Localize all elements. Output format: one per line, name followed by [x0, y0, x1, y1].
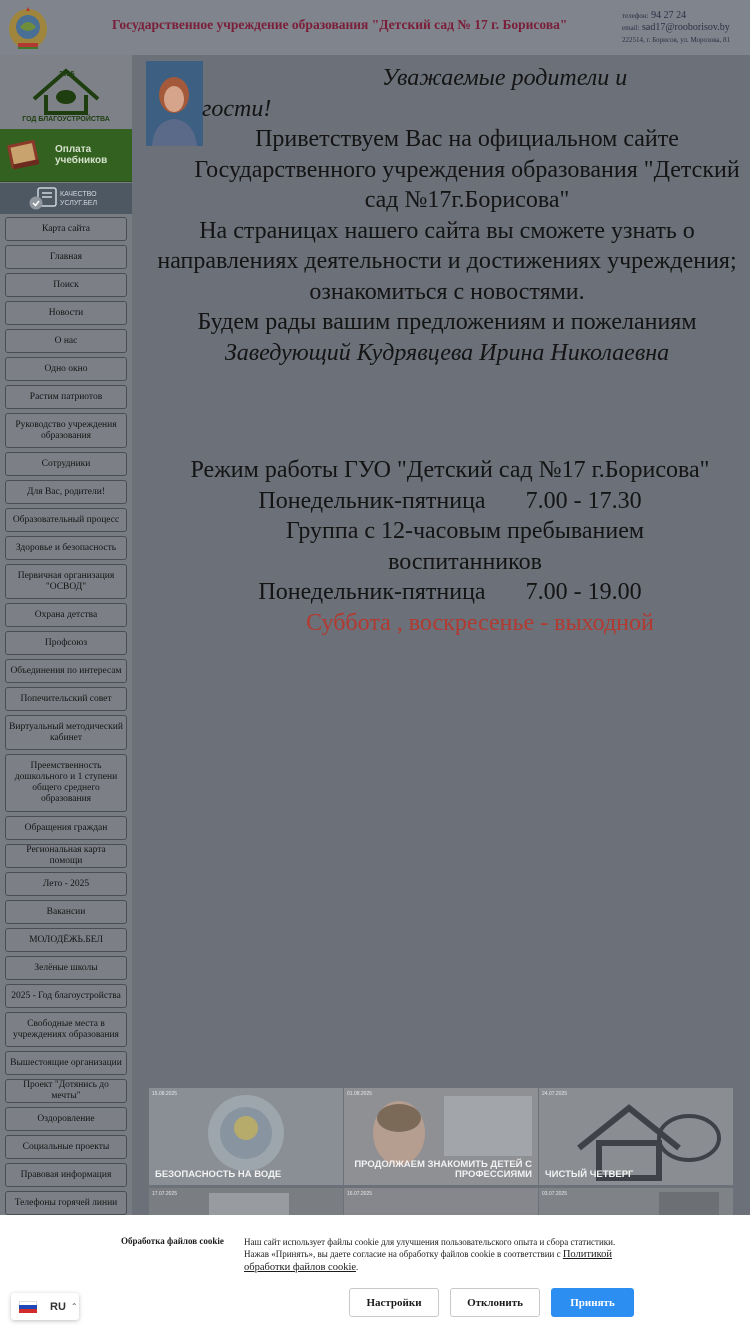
sidebar-menu-item[interactable]: Объединения по интересам: [5, 659, 127, 683]
site-title: Государственное учреждение образования "Детский сад № 17 г. Борисова": [112, 17, 568, 32]
sidebar-menu-item[interactable]: Свободные места в учреждениях образования: [5, 1012, 127, 1047]
news-card[interactable]: [149, 1088, 343, 1185]
check-icon: [28, 187, 58, 211]
sidebar-menu-item[interactable]: Поиск: [5, 273, 127, 297]
site-header: [0, 0, 750, 55]
welcome-info: На страницах нашего сайта вы сможете узнать о направлениях деятельности и достижениях учреждения; ознакомиться с новостями.: [157, 217, 737, 305]
language-selector[interactable]: [11, 1293, 79, 1320]
news-photo: [539, 1188, 733, 1215]
sidebar-menu-item[interactable]: Преемственность дошкольного и 1 ступени общего среднего образования: [5, 754, 127, 812]
news-date: 17.07.2025: [152, 1191, 178, 1197]
payment-line-2: учебников: [55, 155, 108, 166]
news-date: 24.07.2025: [542, 1091, 568, 1097]
language-code: RU: [50, 1300, 66, 1313]
sidebar-menu-item[interactable]: Проект "Дотянись до мечты": [5, 1079, 127, 1103]
schedule-days-2: Понедельник-пятница: [258, 579, 486, 605]
cookie-policy-link[interactable]: Политикой обработки файлов cookie: [244, 1249, 613, 1273]
schedule-row-1: [150, 486, 750, 517]
schedule-group: Группа с 12-часовым пребыванием воспитанников: [285, 518, 645, 575]
quality-line-2: УСЛУГ.БЕЛ: [60, 200, 98, 207]
news-date: 16.07.2025: [347, 1191, 373, 1197]
sidebar-menu-item[interactable]: Первичная организация "ОСВОД": [5, 564, 127, 599]
sidebar: [0, 55, 132, 1333]
cookie-text-line-1: Наш сайт использует файлы cookie для улучшения пользовательского опыта и сбора статистики.: [244, 1237, 616, 1247]
news-title[interactable]: БЕЗОПАСНОСТЬ НА ВОДЕ: [155, 1169, 282, 1180]
news-card[interactable]: [539, 1088, 733, 1185]
greeting-line-1: Уважаемые родители и: [382, 65, 628, 91]
cookie-decline-button[interactable]: Отклонить: [450, 1288, 540, 1317]
sidebar-menu-item[interactable]: Профсоюз: [5, 631, 127, 655]
sidebar-menu: [5, 217, 127, 1219]
news-card[interactable]: [539, 1188, 733, 1215]
sidebar-menu-item[interactable]: Главная: [5, 245, 127, 269]
sidebar-menu-item[interactable]: Вышестоящие организации: [5, 1051, 127, 1075]
email-label: email:: [622, 24, 640, 32]
sidebar-menu-item[interactable]: Обращения граждан: [5, 816, 127, 840]
cookie-settings-button[interactable]: Настройки: [349, 1288, 439, 1317]
sidebar-menu-item[interactable]: Образовательный процесс: [5, 508, 127, 532]
header-contacts: [622, 10, 730, 46]
schedule-time-2: 7.00 - 19.00: [525, 579, 642, 605]
belarus-emblem-icon[interactable]: [6, 5, 50, 51]
sidebar-menu-item[interactable]: Лето - 2025: [5, 872, 127, 896]
news-date: 03.07.2025: [542, 1191, 568, 1197]
chevron-up-icon: ⌃: [70, 1302, 78, 1311]
phone-number[interactable]: 94 27 24: [651, 10, 687, 21]
sidebar-menu-item[interactable]: Одно окно: [5, 357, 127, 381]
sidebar-menu-item[interactable]: Сотрудники: [5, 452, 127, 476]
sidebar-menu-item[interactable]: Здоровье и безопасность: [5, 536, 127, 560]
book-icon: [6, 138, 42, 172]
sidebar-menu-item[interactable]: Телефоны горячей линии: [5, 1191, 127, 1215]
schedule-weekend: Суббота , воскресенье - выходной: [306, 609, 654, 636]
sidebar-menu-item[interactable]: Правовая информация: [5, 1163, 127, 1187]
sidebar-menu-item[interactable]: Оздоровление: [5, 1107, 127, 1131]
news-grid: [149, 1088, 733, 1215]
sidebar-menu-item[interactable]: Попечительский совет: [5, 687, 127, 711]
work-schedule: [150, 455, 750, 638]
welcome-block: [150, 63, 744, 368]
schedule-time-1: 7.00 - 17.30: [525, 487, 642, 514]
quality-services-banner[interactable]: [0, 183, 132, 214]
payment-text: [55, 144, 107, 166]
news-photo: [149, 1188, 343, 1215]
schedule-title: Режим работы ГУО "Детский сад №17 г.Борисова": [190, 457, 710, 483]
year-of-improvement-banner[interactable]: [0, 55, 132, 129]
sidebar-menu-item[interactable]: Виртуальный методический кабинет: [5, 715, 127, 750]
cookie-text: Наш сайт использует файлы cookie для улучшения пользовательского опыта и сбора статистики. Нажав «Принять», вы даете согласие на обработку файлов cookie в соответствии с Политикой обработки файлов cookie.: [244, 1236, 624, 1274]
textbook-payment-banner[interactable]: [0, 129, 132, 182]
sidebar-menu-item[interactable]: Региональная карта помощи: [5, 844, 127, 868]
russian-flag-icon: [19, 1301, 37, 1313]
cookie-title: Обработка файлов cookie: [121, 1236, 224, 1246]
cookie-text-line-2: Нажав «Принять», вы даете согласие на обработку файлов cookie в соответствии с: [244, 1249, 561, 1259]
sidebar-menu-item[interactable]: Новости: [5, 301, 127, 325]
greeting-line-2: гости!: [202, 95, 272, 122]
address: 222514, г. Борисов, ул. Морозова, 81: [622, 36, 731, 44]
news-date: 01.08.2025: [347, 1091, 373, 1097]
news-card[interactable]: [149, 1188, 343, 1215]
main-content: [132, 55, 750, 1215]
phone-label: телефон:: [622, 12, 649, 20]
news-title[interactable]: ЧИСТЫЙ ЧЕТВЕРГ: [545, 1169, 634, 1180]
welcome-greeting: [150, 63, 744, 124]
news-card[interactable]: [344, 1088, 538, 1185]
sidebar-menu-item[interactable]: О нас: [5, 329, 127, 353]
sidebar-menu-item[interactable]: 2025 - Год благоустройства: [5, 984, 127, 1008]
sidebar-menu-item[interactable]: Социальные проекты: [5, 1135, 127, 1159]
year-badge: 2025: [59, 71, 75, 78]
sidebar-menu-item[interactable]: Растим патриотов: [5, 385, 127, 409]
sidebar-menu-item[interactable]: Вакансии: [5, 900, 127, 924]
quality-line-1: КАЧЕСТВО: [60, 191, 97, 198]
cookie-accept-button[interactable]: Принять: [551, 1288, 634, 1317]
sidebar-menu-item[interactable]: Для Вас, родители!: [5, 480, 127, 504]
payment-line-1: Оплата: [55, 144, 92, 155]
welcome-text: Приветствуем Вас на официальном сайте Государственного учреждения образования "Детский сад №17г.Борисова": [194, 126, 740, 213]
sidebar-menu-item[interactable]: Карта сайта: [5, 217, 127, 241]
news-title[interactable]: ПРОДОЛЖАЕМ ЗНАКОМИТЬ ДЕТЕЙ С ПРОФЕССИЯМИ: [354, 1159, 532, 1180]
cookie-banner: [0, 1215, 750, 1333]
year-caption: ГОД БЛАГОУСТРОЙСТВА: [22, 116, 110, 123]
sidebar-menu-item[interactable]: Руководство учреждения образования: [5, 413, 127, 448]
email-link[interactable]: sad17@rooborisov.by: [642, 22, 730, 33]
news-photo: [344, 1188, 538, 1215]
schedule-row-2: [150, 577, 750, 608]
news-card[interactable]: [344, 1188, 538, 1215]
sidebar-menu-item[interactable]: МОЛОДЁЖЬ.БЕЛ: [5, 928, 127, 952]
house-leaf-icon: [26, 59, 106, 117]
quality-text: [60, 190, 97, 208]
welcome-wishes: Будем рады вашим предложениям и пожеланиям: [197, 309, 697, 335]
schedule-days-1: Понедельник-пятница: [258, 487, 486, 514]
news-date: 15.08.2025: [152, 1091, 178, 1097]
sidebar-menu-item[interactable]: Зелёные школы: [5, 956, 127, 980]
sidebar-menu-item[interactable]: Охрана детства: [5, 603, 127, 627]
director-signature: Заведующий Кудрявцева Ирина Николаевна: [224, 339, 670, 366]
